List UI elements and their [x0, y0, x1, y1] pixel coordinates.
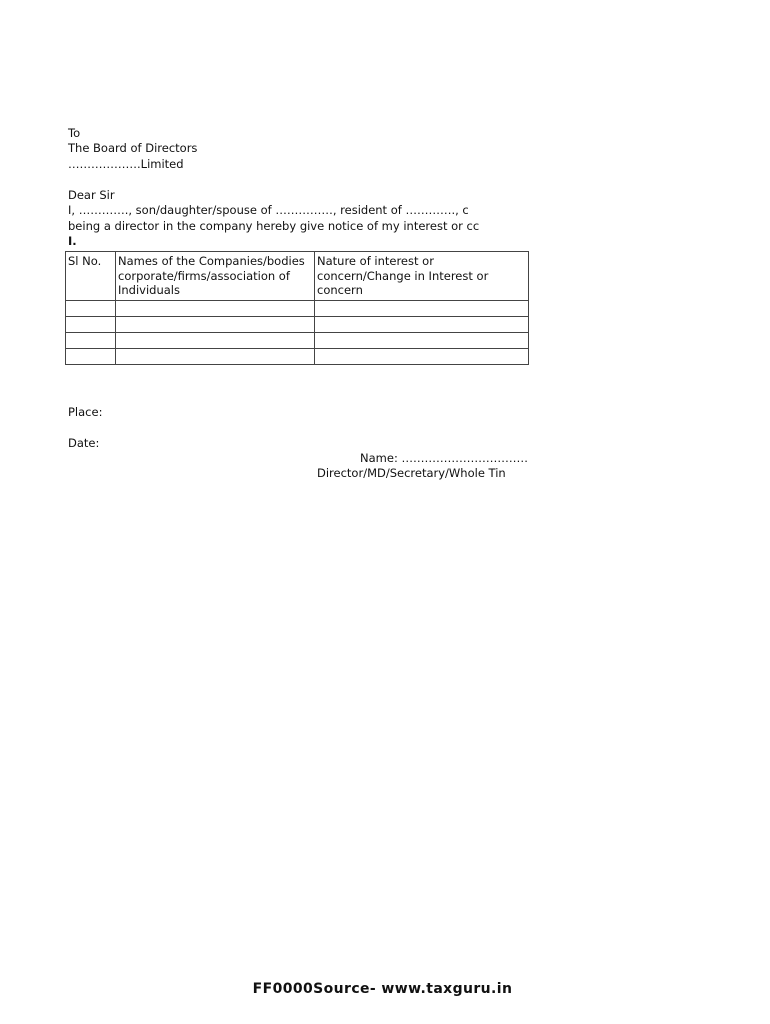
table-cell	[116, 348, 315, 364]
salutation: Dear Sir	[68, 188, 115, 202]
addressee-company: ……………….Limited	[68, 157, 184, 171]
table-cell	[66, 300, 116, 316]
header-names: Names of the Companies/bodies corporate/firms/association of Individuals	[116, 252, 315, 301]
table-cell	[315, 332, 529, 348]
addressee-to: To	[68, 126, 81, 140]
header-nature: Nature of interest or concern/Change in Interest or concern	[315, 252, 529, 301]
footer-source: FF0000Source- www.taxguru.in	[252, 981, 513, 997]
place-label: Place:	[68, 405, 103, 419]
signatory-name-line	[348, 451, 528, 466]
signatory-designation: Director/MD/Secretary/Whole Tin	[317, 466, 506, 480]
table-row	[66, 332, 529, 348]
table-row	[66, 348, 529, 364]
body-line-2: being a director in the company hereby give notice of my interest or cc	[68, 219, 480, 233]
header-sl-no: Sl No.	[66, 252, 116, 301]
table-cell	[66, 332, 116, 348]
table-cell	[315, 300, 529, 316]
table-cell	[66, 348, 116, 364]
table-cell	[116, 300, 315, 316]
section-number: I.	[68, 234, 77, 248]
table-cell	[315, 316, 529, 332]
table-header-row	[66, 252, 529, 301]
table-cell	[116, 332, 315, 348]
table-cell	[116, 316, 315, 332]
table-cell	[66, 316, 116, 332]
table-row	[66, 300, 529, 316]
table-cell	[315, 348, 529, 364]
interest-table	[65, 251, 529, 365]
table-row	[66, 316, 529, 332]
date-label: Date:	[68, 436, 100, 450]
addressee-board: The Board of Directors	[68, 141, 198, 155]
signatory-name-text: Name: ……………………………	[360, 451, 528, 465]
body-line-1: I, …………., son/daughter/spouse of ……………, resident of …………., c	[68, 203, 469, 217]
